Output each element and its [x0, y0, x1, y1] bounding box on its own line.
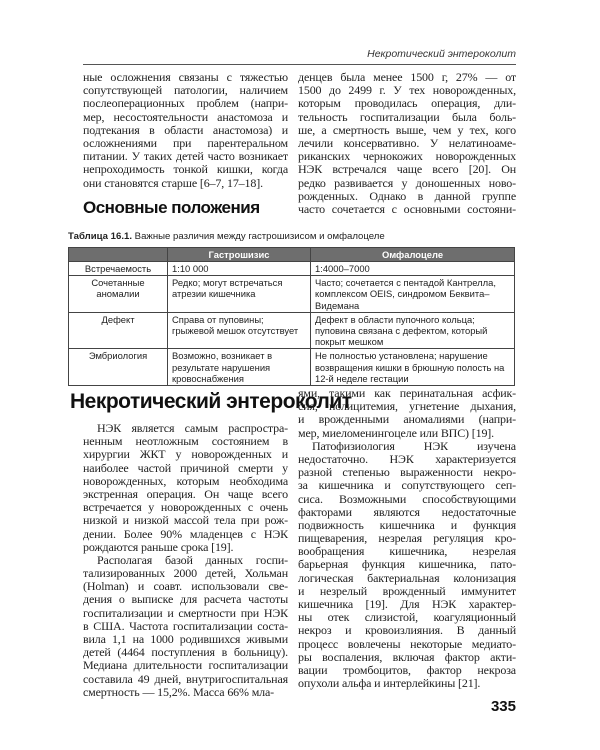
- table-cell: 1:4000–7000: [311, 262, 515, 276]
- text-line: Располагая базой данных госпи-: [97, 552, 288, 567]
- text-line: вации тромбоцитов, фактор некроза: [298, 662, 516, 677]
- text-line: кишечника [19]. Для НЭК характер-: [298, 597, 516, 611]
- table-cell: Редко; могут встречаться атрезии кишечника: [168, 276, 311, 313]
- table-header-cell: [69, 248, 168, 262]
- table-cell: Дефект в области пупочного кольца; пуповина связана с дефектом, который покрыт мешком: [311, 312, 515, 349]
- text-line: за кишечника и сопутствующего сеп-: [298, 478, 516, 493]
- text-line: питании. У таких детей часто возникает: [83, 149, 288, 164]
- page-number: 335: [490, 698, 516, 715]
- top-left-column: [83, 71, 288, 190]
- text-line: они становятся старше [6–7, 17–18].: [83, 175, 263, 190]
- table-caption-text: Важные различия между гастрошизисом и омфалоцеле: [134, 231, 385, 242]
- text-line: смертность — 15,2%. Масса 66% мла-: [83, 684, 275, 699]
- table-caption-label: Таблица 16.1.: [68, 231, 132, 242]
- text-line: процесс вовлечены некоторые медиато-: [298, 636, 516, 651]
- text-line: составила 49 дней, внутригоспитальная: [83, 671, 288, 686]
- text-line: подвижность кишечника и функция: [298, 517, 516, 532]
- text-line: ненным неотложным состоянием в: [83, 434, 288, 449]
- text-line: рожденных. Однако в данной группе: [298, 188, 516, 203]
- table-cell: Справа от пуповины; грыжевой мешок отсутствует: [168, 312, 311, 349]
- text-line: (Holman) и соавт. использовали све-: [83, 579, 288, 594]
- text-line: мер, несостоятельности анастомоза и: [83, 109, 288, 124]
- row-header-cell: Эмбриология: [69, 349, 168, 386]
- table-header-cell: Омфалоцеле: [311, 248, 515, 262]
- text-line: в США. Частота госпитализации соста-: [83, 618, 288, 633]
- text-line: пищеварения, незрелая регуляция кро-: [298, 531, 516, 546]
- text-line: логическая бактериальная колонизация: [298, 570, 516, 585]
- text-line: НЭК является самым распростра-: [97, 421, 288, 435]
- text-line: которым проводилась операция, дли-: [298, 96, 516, 111]
- top-right-column: [298, 71, 516, 216]
- text-line: тализированных 2000 детей, Хольман: [83, 566, 288, 581]
- text-line: часто сочетается с основными состояни-: [298, 201, 516, 216]
- text-line: хирургии ЖКТ у новорожденных и: [83, 447, 288, 462]
- table-row: [69, 312, 515, 349]
- text-line: рождаются раньше срока [19].: [83, 539, 234, 554]
- table-row: [69, 349, 515, 386]
- bottom-right-column: [298, 387, 516, 690]
- text-line: факторами являются недостаточные: [298, 504, 516, 519]
- text-line: опухоли альфа и интерлейкины [21].: [298, 676, 481, 691]
- text-line: разной степенью выраженности некро-: [298, 465, 516, 480]
- text-line: дения о выписке для расчета частоты: [83, 592, 288, 607]
- text-line: вила 1,1 на 1000 родившихся живыми: [83, 632, 288, 646]
- bottom-left-column: [83, 422, 288, 699]
- text-line: сия, полицитемия, угнетение дыхания,: [298, 399, 516, 414]
- text-line: мер, миеломенингоцеле или ВПС) [19].: [298, 425, 494, 440]
- text-line: подтекания в области анастомоза) и: [83, 122, 288, 137]
- text-line: непроходимость тонкой кишки, когда: [83, 162, 288, 177]
- text-line: ры воспаления, включая фактор акти-: [298, 649, 516, 664]
- text-line: сопутствующей патологии, наличием: [83, 83, 288, 98]
- text-line: послеоперационных проблем (напри-: [83, 96, 288, 111]
- table-caption: [68, 231, 385, 243]
- text-line: осложнениями при парентеральном: [83, 135, 288, 150]
- table-cell: Не полностью установлена; нарушение возвращения кишки в брюшную полость на 12-й неделе гестации: [311, 349, 515, 386]
- text-line: экстренная операция. Он чаще всего: [83, 486, 288, 501]
- table-row: [69, 262, 515, 276]
- text-line: ные осложнения связаны с тяжестью: [83, 70, 288, 84]
- text-line: барьерная функция кишечника, пато-: [298, 557, 516, 572]
- text-line: сиса. Возможными способствующими: [298, 491, 516, 506]
- text-line: недостаточно. НЭК характеризуется: [298, 451, 516, 466]
- text-line: детей (4464 поступления в больницу).: [83, 645, 288, 660]
- text-line: ями, такими как перинатальная асфик-: [298, 386, 516, 400]
- table-cell: Часто; сочетается с пентадой Кантрелла, комплексом OEIS, синдромом Беквита–Видемана: [311, 276, 515, 313]
- table-header-row: [69, 248, 515, 262]
- text-line: и незрелый врожденный иммунитет: [298, 583, 516, 598]
- text-line: денцев была менее 1500 г, 27% — от: [298, 70, 516, 84]
- text-line: и врожденными аномалиями (напри-: [298, 412, 516, 427]
- table-row: [69, 276, 515, 313]
- running-head: Некротический энтероколит: [367, 48, 516, 60]
- text-line: ны отек слизистой, коагуляционный: [298, 610, 516, 625]
- text-line: встречается у новорожденных с очень: [83, 500, 288, 515]
- table-header-cell: Гастрошизис: [168, 248, 311, 262]
- text-line: госпитализации и смертности при НЭК: [83, 605, 288, 620]
- text-line: Патофизиология НЭК изучена: [312, 438, 516, 453]
- text-line: вообращения кишечника, незрелая: [298, 544, 516, 559]
- text-line: редко развивается у доношенных ново-: [298, 175, 516, 190]
- text-line: 1500 до 2499 г. У тех новорожденных,: [298, 83, 516, 98]
- text-line: наиболее частой причиной смерти у: [83, 460, 288, 475]
- comparison-table: [68, 247, 515, 386]
- text-line: дении. Более 90% младенцев с НЭК: [83, 526, 288, 541]
- text-line: НЭК встречался чаще всего [20]. Он: [298, 162, 516, 177]
- text-line: Медиана длительности госпитализации: [83, 658, 288, 673]
- row-header-cell: Встречаемость: [69, 262, 168, 276]
- text-line: ше, а смертность выше, чем у тех, кого: [298, 122, 516, 137]
- text-line: риканских чернокожих новорожденных: [298, 149, 516, 164]
- text-line: лечили консервативно. У нелатиноаме-: [298, 135, 516, 150]
- text-line: новорожденных, которым необходима: [83, 473, 288, 488]
- main-heading: Некротический энтероколит: [70, 390, 352, 413]
- table-cell: Возможно, возникает в результате нарушения кровоснабжения: [168, 349, 311, 386]
- table-cell: 1:10 000: [168, 262, 311, 276]
- text-line: низкой и низкой массой тела при рож-: [83, 513, 288, 528]
- text-line: тельность госпитализации была боль-: [298, 109, 516, 124]
- row-header-cell: Дефект: [69, 312, 168, 349]
- section-heading: Основные положения: [83, 198, 260, 217]
- header-rule: [83, 64, 516, 65]
- text-line: некроз и кровоизлияния. В данный: [298, 623, 516, 638]
- row-header-cell: Сочетанные аномалии: [69, 276, 168, 313]
